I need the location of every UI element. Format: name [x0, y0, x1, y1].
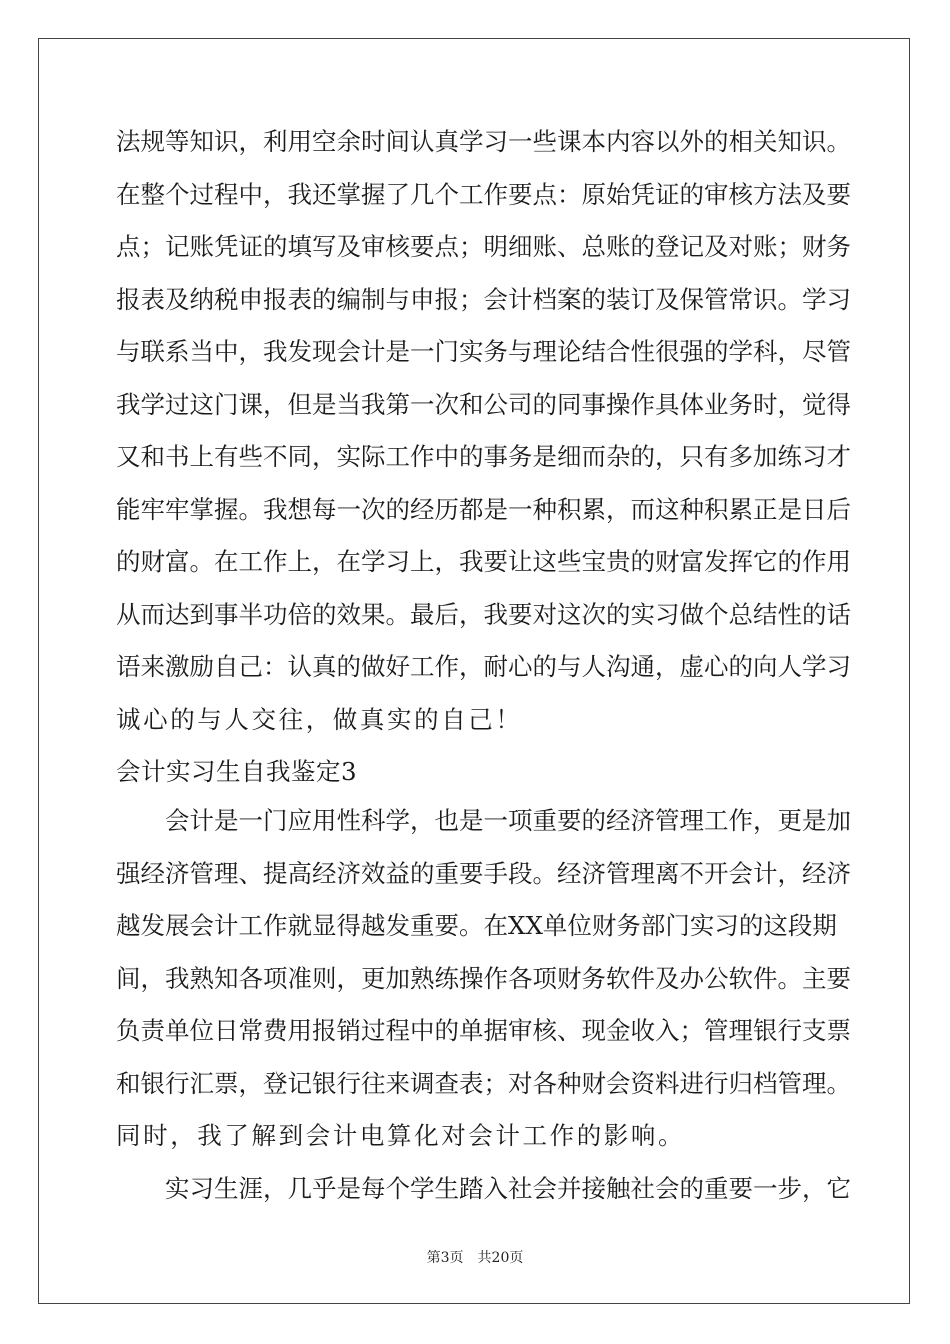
text-line: 负责单位日常费用报销过程中的单据审核、现金收入；管理银行支票: [116, 1016, 851, 1045]
text-line: 越发展会计工作就显得越发重要。在XX单位财务部门实习的这段期: [116, 911, 837, 940]
text-line: 间，我熟知各项准则，更加熟练操作各项财务软件及办公软件。主要: [116, 963, 851, 993]
text-line: 我学过这门课，但是当我第一次和公司的同事操作具体业务时，觉得: [116, 389, 851, 419]
text-line: 和银行汇票，登记银行往来调查表；对各种财会资料进行归档管理。: [116, 1068, 851, 1098]
text-line: 法规等知识，利用空余时间认真学习一些课本内容以外的相关知识。: [116, 127, 851, 156]
text-line: 在整个过程中，我还掌握了几个工作要点：原始凭证的审核方法及要: [116, 179, 851, 209]
text-line: 会计是一门应用性科学，也是一项重要的经济管理工作，更是加: [165, 806, 851, 835]
text-line: 的财富。在工作上，在学习上，我要让这些宝贵的财富发挥它的作用: [116, 547, 851, 576]
section-heading: 会计实习生自我鉴定3: [116, 757, 358, 786]
text-line: 能牢牢掌握。我想每一次的经历都是一种积累，而这种积累正是日后: [116, 494, 851, 524]
text-line: 语来激励自己：认真的做好工作，耐心的与人沟通，虚心的向人学习: [116, 652, 851, 681]
text-line: 从而达到事半功倍的效果。最后，我要对这次的实习做个总结性的话: [116, 599, 851, 629]
text-line: 点；记账凭证的填写及审核要点；明细账、总账的登记及对账；财务: [116, 232, 851, 261]
document-body: [116, 122, 851, 1221]
page-footer: [0, 1247, 950, 1267]
text-line: 强经济管理、提高经济效益的重要手段。经济管理离不开会计，经济: [116, 858, 851, 888]
text-line: 报表及纳税申报表的编制与申报；会计档案的装订及保管常识。学习: [116, 284, 851, 314]
text-line: 诚心的与人交往，做真实的自己！: [116, 704, 523, 734]
text-line: 又和书上有些不同，实际工作中的事务是细而杂的，只有多加练习才: [116, 442, 851, 471]
text-line: 同时，我了解到会计电算化对会计工作的影响。: [116, 1121, 686, 1150]
page-total: 共20页: [477, 1250, 524, 1266]
text-line: 实习生涯，几乎是每个学生踏入社会并接触社会的重要一步，它: [165, 1173, 851, 1203]
page-number: 第3页: [426, 1250, 464, 1266]
text-line: 与联系当中，我发现会计是一门实务与理论结合性很强的学科，尽管: [116, 337, 851, 366]
